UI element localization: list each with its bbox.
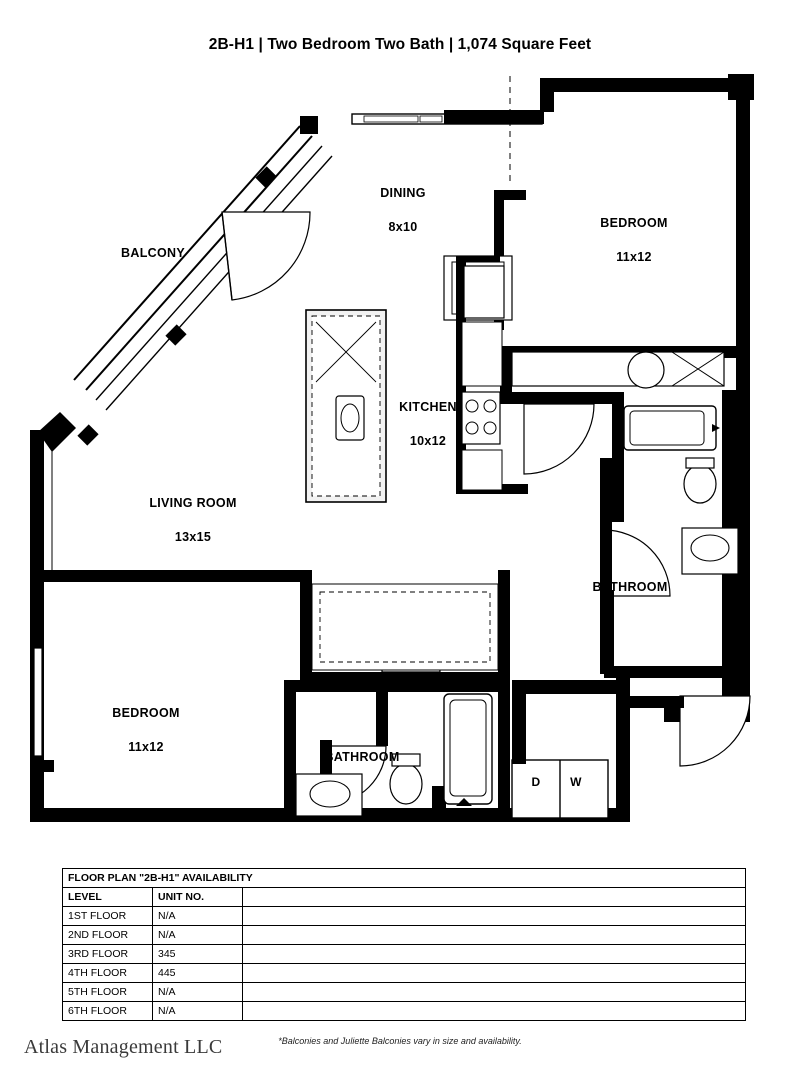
table-row bbox=[63, 907, 746, 926]
room-label-bedroom-2 bbox=[92, 688, 200, 756]
room-label-kitchen bbox=[380, 382, 476, 450]
cell-level: 5TH FLOOR bbox=[63, 983, 153, 1002]
room-dimensions: 13x15 bbox=[174, 529, 212, 544]
brand-watermark: Atlas Management LLC bbox=[24, 1036, 223, 1058]
room-label-bedroom-main bbox=[580, 198, 688, 266]
washer-label: W bbox=[570, 775, 582, 789]
cell-spacer bbox=[243, 907, 746, 926]
room-label-living-room bbox=[128, 478, 258, 546]
availability-caption: FLOOR PLAN "2B-H1" AVAILABILITY bbox=[63, 869, 746, 888]
room-name: BEDROOM bbox=[112, 705, 180, 720]
room-label-bathroom-2 bbox=[310, 732, 414, 766]
cell-unit: 345 bbox=[153, 945, 243, 964]
cell-spacer bbox=[243, 964, 746, 983]
room-name: BATHROOM bbox=[324, 749, 400, 764]
column-header-unit: UNIT NO. bbox=[153, 888, 243, 907]
footnote: *Balconies and Juliette Balconies vary in size and availability. bbox=[278, 1036, 522, 1046]
cell-level: 4TH FLOOR bbox=[63, 964, 153, 983]
cell-unit: N/A bbox=[153, 926, 243, 945]
room-label-balcony bbox=[108, 228, 198, 262]
table-header-row bbox=[63, 888, 746, 907]
availability-table bbox=[62, 868, 746, 1021]
room-dimensions: 8x10 bbox=[388, 219, 418, 234]
cell-level: 2ND FLOOR bbox=[63, 926, 153, 945]
column-header-spacer bbox=[243, 888, 746, 907]
table-row bbox=[63, 945, 746, 964]
table-row bbox=[63, 983, 746, 1002]
table-row bbox=[63, 1002, 746, 1021]
cell-level: 3RD FLOOR bbox=[63, 945, 153, 964]
room-label-dining bbox=[360, 168, 446, 236]
room-name: BEDROOM bbox=[600, 215, 668, 230]
cell-spacer bbox=[243, 945, 746, 964]
cell-unit: N/A bbox=[153, 1002, 243, 1021]
room-label-bathroom-1 bbox=[578, 562, 682, 596]
cell-spacer bbox=[243, 983, 746, 1002]
cell-unit: N/A bbox=[153, 907, 243, 926]
cell-level: 1ST FLOOR bbox=[63, 907, 153, 926]
room-name: BALCONY bbox=[121, 245, 185, 260]
page-title: 2B-H1 | Two Bedroom Two Bath | 1,074 Square Feet bbox=[208, 36, 592, 53]
cell-level: 6TH FLOOR bbox=[63, 1002, 153, 1021]
column-header-level: LEVEL bbox=[63, 888, 153, 907]
room-name: LIVING ROOM bbox=[149, 495, 237, 510]
floor-plan-drawing bbox=[0, 60, 800, 850]
room-name: KITCHEN bbox=[399, 399, 457, 414]
room-name: BATHROOM bbox=[592, 579, 668, 594]
table-row bbox=[63, 964, 746, 983]
room-dimensions: 10x12 bbox=[409, 433, 447, 448]
cell-unit: N/A bbox=[153, 983, 243, 1002]
room-dimensions: 11x12 bbox=[128, 739, 164, 754]
cell-spacer bbox=[243, 1002, 746, 1021]
table-caption-row bbox=[63, 869, 746, 888]
table-row bbox=[63, 926, 746, 945]
dryer-label: D bbox=[531, 775, 541, 789]
room-name: DINING bbox=[380, 185, 426, 200]
cell-spacer bbox=[243, 926, 746, 945]
room-dimensions: 11x12 bbox=[616, 249, 652, 264]
cell-unit: 445 bbox=[153, 964, 243, 983]
